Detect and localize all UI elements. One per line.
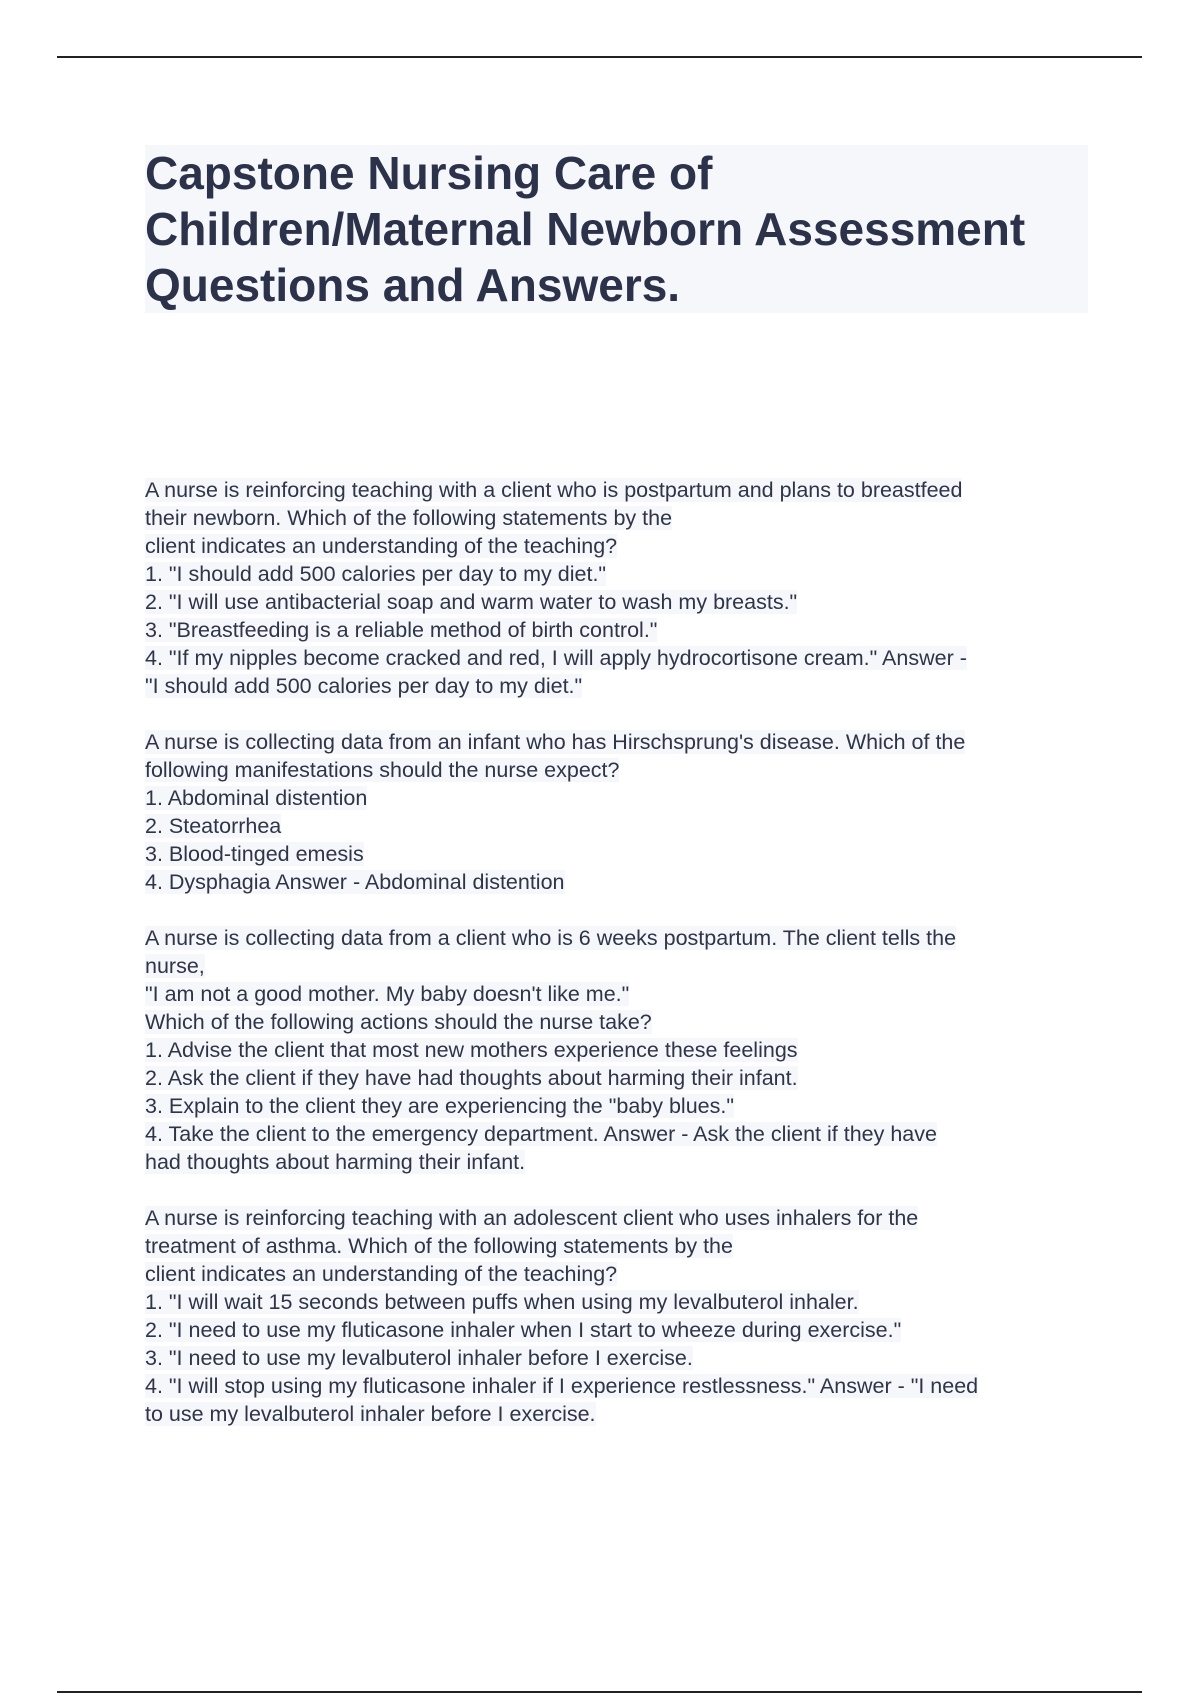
question-block: [145, 728, 1095, 896]
header-rule: [57, 56, 1142, 58]
option-line: 4. Take the client to the emergency department. Answer - Ask the client if they have: [145, 1122, 937, 1146]
option-line: 3. "Breastfeeding is a reliable method of birth control.": [145, 618, 658, 642]
option-line: 2. Ask the client if they have had thoughts about harming their infant.: [145, 1066, 798, 1090]
option-line: 3. "I need to use my levalbuterol inhaler before I exercise.: [145, 1346, 693, 1370]
question-line: treatment of asthma. Which of the following statements by the: [145, 1234, 733, 1258]
questions-list: [145, 476, 1095, 1456]
option-line: 4. "If my nipples become cracked and red, I will apply hydrocortisone cream." Answer -: [145, 646, 967, 670]
option-line: 3. Blood-tinged emesis: [145, 842, 364, 866]
option-line: 1. "I will wait 15 seconds between puffs when using my levalbuterol inhaler.: [145, 1290, 859, 1314]
option-line: 4. "I will stop using my fluticasone inhaler if I experience restlessness." Answer - "I need: [145, 1374, 979, 1398]
question-line: client indicates an understanding of the teaching?: [145, 1262, 618, 1286]
question-line: Which of the following actions should the nurse take?: [145, 1010, 652, 1034]
question-line: A nurse is collecting data from a client who is 6 weeks postpartum. The client tells the: [145, 926, 957, 950]
question-line: their newborn. Which of the following statements by the: [145, 506, 673, 530]
question-line: A nurse is collecting data from an infant who has Hirschsprung's disease. Which of the: [145, 730, 966, 754]
question-line: following manifestations should the nurse expect?: [145, 758, 620, 782]
option-line: 1. Advise the client that most new mothers experience these feelings: [145, 1038, 798, 1062]
answer-line: to use my levalbuterol inhaler before I exercise.: [145, 1402, 596, 1426]
answer-line: "I should add 500 calories per day to my diet.": [145, 674, 583, 698]
title-block: [145, 145, 1088, 313]
footer-rule: [57, 1691, 1142, 1693]
option-line: 3. Explain to the client they are experiencing the "baby blues.": [145, 1094, 734, 1118]
option-line: 1. "I should add 500 calories per day to my diet.": [145, 562, 607, 586]
question-block: [145, 924, 1095, 1176]
option-line: 1. Abdominal distention: [145, 786, 368, 810]
document-title: Capstone Nursing Care of Children/Maternal Newborn Assessment Questions and Answers.: [145, 147, 1026, 311]
answer-line: 4. Dysphagia Answer - Abdominal distention: [145, 870, 565, 894]
option-line: 2. "I will use antibacterial soap and warm water to wash my breasts.": [145, 590, 798, 614]
question-line: A nurse is reinforcing teaching with an adolescent client who uses inhalers for the: [145, 1206, 919, 1230]
answer-line: had thoughts about harming their infant.: [145, 1150, 526, 1174]
question-line: nurse,: [145, 954, 205, 978]
option-line: 2. "I need to use my fluticasone inhaler when I start to wheeze during exercise.": [145, 1318, 902, 1342]
option-line: 2. Steatorrhea: [145, 814, 282, 838]
question-block: [145, 1204, 1095, 1428]
question-line: client indicates an understanding of the teaching?: [145, 534, 618, 558]
question-block: [145, 476, 1095, 700]
question-line: A nurse is reinforcing teaching with a client who is postpartum and plans to breastfeed: [145, 478, 963, 502]
question-line: "I am not a good mother. My baby doesn't like me.": [145, 982, 630, 1006]
